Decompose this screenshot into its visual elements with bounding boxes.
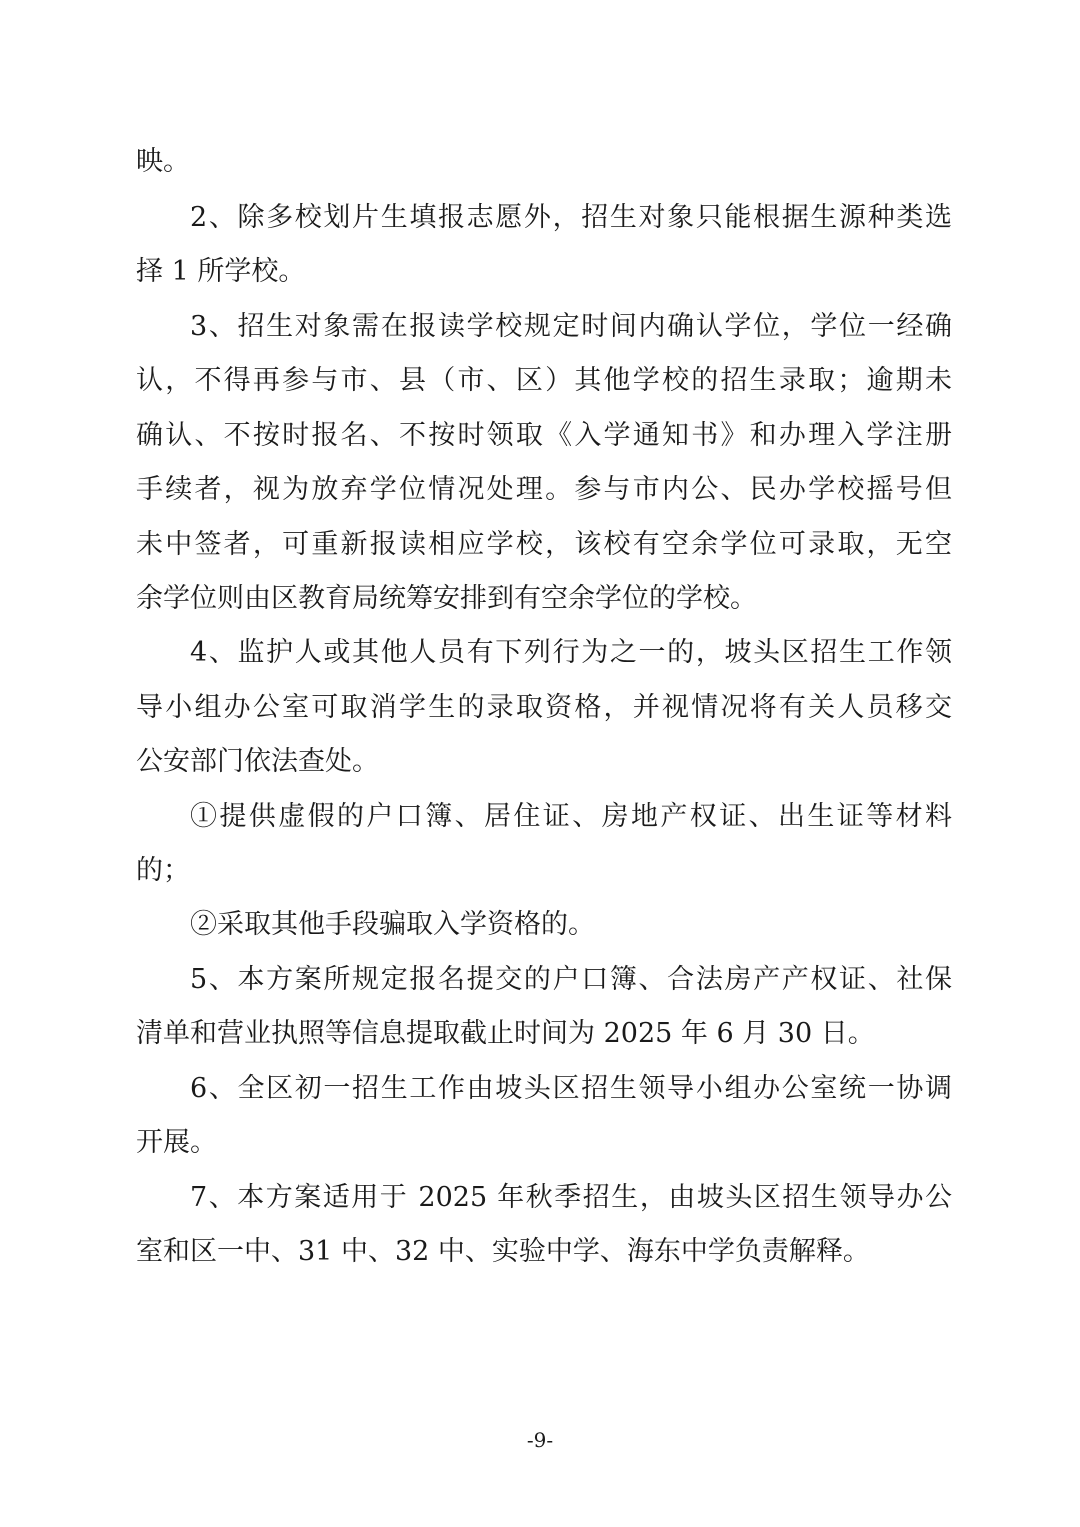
item-4-line-3: 公安部门依法查处。: [136, 746, 379, 777]
sub-item-1-line-2: 的；: [136, 855, 190, 886]
item-5-line-1: 5、本方案所规定报名提交的户口簿、合法房产产权证、社保: [190, 964, 952, 995]
item-4-line-2: 导小组办公室可取消学生的录取资格，并视情况将有关人员移交: [136, 692, 952, 723]
item-6-line-2: 开展。: [136, 1127, 217, 1158]
sub-item-2-line-1: ②采取其他手段骗取入学资格的。: [190, 909, 595, 940]
text-line-continuation: 映。: [136, 146, 190, 177]
sub-item-1-line-1: ①提供虚假的户口簿、居住证、房地产权证、出生证等材料: [190, 801, 952, 832]
item-3-line-4: 手续者，视为放弃学位情况处理。参与市内公、民办学校摇号但: [136, 474, 952, 505]
item-6-line-1: 6、全区初一招生工作由坡头区招生领导小组办公室统一协调: [190, 1073, 952, 1104]
item-3-line-1: 3、招生对象需在报读学校规定时间内确认学位，学位一经确: [190, 311, 952, 342]
item-3-line-6: 余学位则由区教育局统筹安排到有空余学位的学校。: [136, 583, 757, 614]
item-3-line-3: 确认、不按时报名、不按时领取《入学通知书》和办理入学注册: [136, 420, 952, 451]
item-3-line-5: 未中签者，可重新报读相应学校，该校有空余学位可录取，无空: [136, 529, 952, 560]
item-5-line-2: 清单和营业执照等信息提取截止时间为 2025 年 6 月 30 日。: [136, 1018, 875, 1049]
item-7-line-1: 7、本方案适用于 2025 年秋季招生，由坡头区招生领导办公: [190, 1182, 952, 1213]
item-7-line-2: 室和区一中、31 中、32 中、实验中学、海东中学负责解释。: [136, 1236, 870, 1267]
page-number: -9-: [526, 1428, 554, 1452]
item-2-line-2: 择 1 所学校。: [136, 256, 306, 287]
item-4-line-1: 4、监护人或其他人员有下列行为之一的，坡头区招生工作领: [190, 637, 952, 668]
item-3-line-2: 认，不得再参与市、县（市、区）其他学校的招生录取；逾期未: [136, 365, 952, 396]
item-2-line-1: 2、除多校划片生填报志愿外，招生对象只能根据生源种类选: [190, 202, 952, 233]
